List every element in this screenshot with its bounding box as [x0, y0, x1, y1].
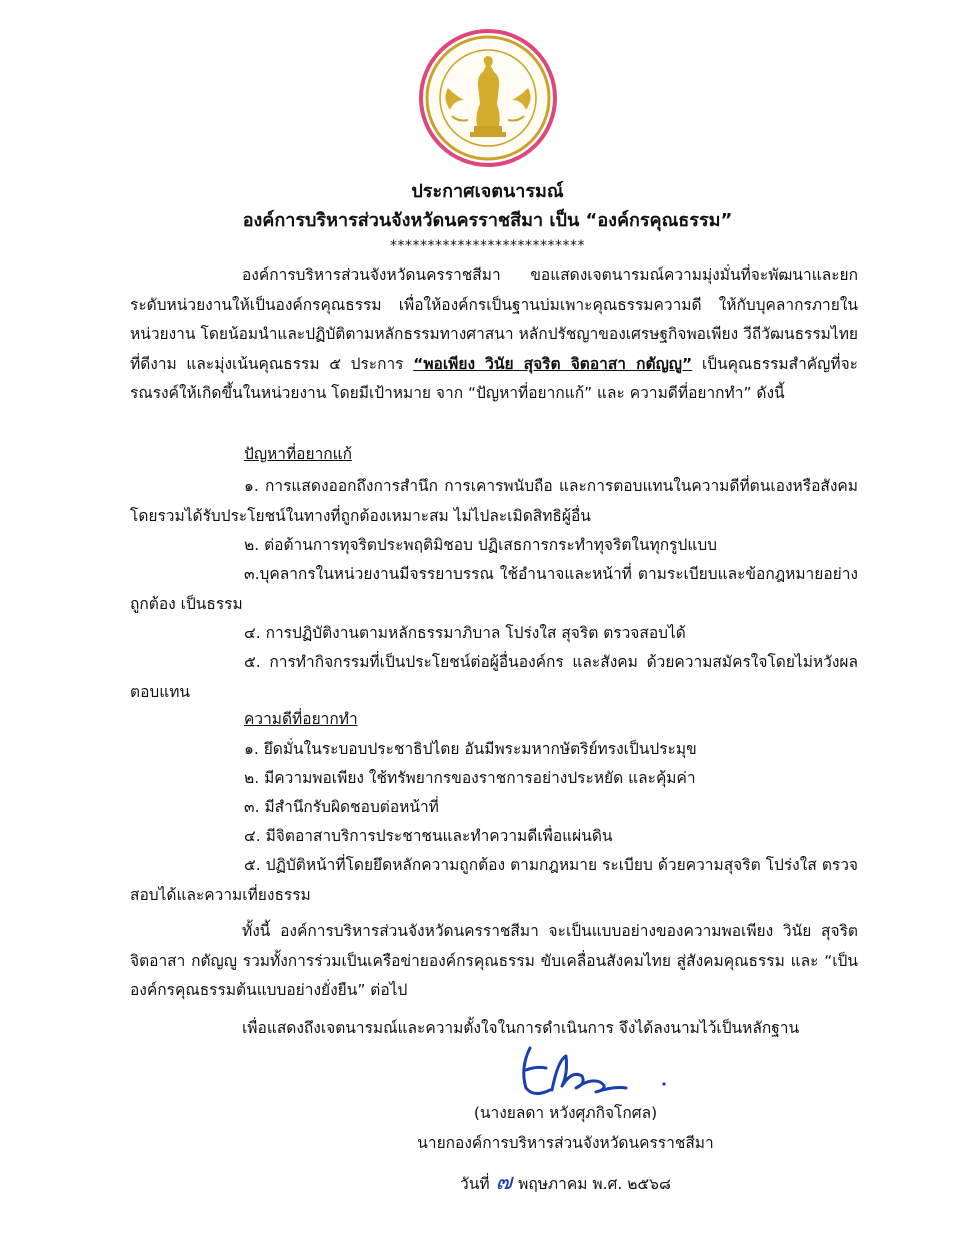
title-separator: ************************** — [390, 238, 585, 254]
date-day-handwritten: ๗ — [495, 1170, 513, 1195]
virtue-item-3: ๓. มีสำนึกรับผิดชอบต่อหน้าที่ — [244, 798, 439, 816]
organization-seal — [418, 28, 558, 168]
signatory-name: (นางยลดา หวังศุภกิจโกศล) — [473, 1104, 658, 1122]
virtue-item-2: ๒. มีความพอเพียง ใช้ทรัพยากรของราชการอย่างประหยัด และคุ้มค่า — [244, 769, 696, 787]
announcement-title: ประกาศเจตนารมณ์ — [411, 181, 564, 202]
problem-item-5: ๕. การทำกิจกรรมที่เป็นประโยชน์ต่อผู้อื่นองค์กร และสังคม ด้วยความสมัครใจโดยไม่หวังผลตอบแทน — [130, 653, 858, 701]
problem-item-4: ๔. การปฏิบัติงานตามหลักธรรมาภิบาล โปร่งใส สุจริต ตรวจสอบได้ — [244, 624, 686, 642]
problem-item-1: ๑. การแสดงออกถึงการสำนึก การเคารพนับถือ และการตอบแทนในความดีที่ตนเองหรือสังคมโดยรวมได้รับประโยชน์ในทางที่ถูกต้องเหมาะสม ไม่ไปละเมิดสิทธิผู้อื่น — [130, 477, 858, 525]
intro-text-after: เป็นคุณธรรมสำคัญที่จะรณรงค์ให้เกิดขึ้นในหน่วยงาน โดยมีเป้าหมาย จาก “ปัญหาที่อยากแก้” และ ความดีที่อยากทำ” ดังนี้ — [130, 354, 859, 402]
problems-heading: ปัญหาที่อยากแก้ — [244, 445, 353, 463]
signing-statement: เพื่อแสดงถึงเจตนารมณ์และความตั้งใจในการดำเนินการ จึงได้ลงนามไว้เป็นหลักฐาน — [242, 1019, 800, 1037]
virtue-item-5: ๕. ปฏิบัติหน้าที่โดยยึดหลักความถูกต้อง ตามกฎหมาย ระเบียบ ด้วยความสุจริต โปร่งใส ตรวจสอบได้และความเที่ยงธรรม — [130, 856, 858, 904]
date-prefix: วันที่ — [460, 1175, 490, 1193]
intro-paragraph — [130, 261, 858, 409]
announcement-subtitle: องค์การบริหารส่วนจังหวัดนครราชสีมา เป็น “องค์กรคุณธรรม” — [242, 210, 733, 231]
signatory-position: นายกองค์การบริหารส่วนจังหวัดนครราชสีมา — [417, 1134, 714, 1152]
five-virtues-highlight: “พอเพียง วินัย สุจริต จิตอาสา กตัญญู” — [413, 354, 693, 373]
intro-text-before: องค์การบริหารส่วนจังหวัดนครราชสีมา ขอแสดงเจตนารมณ์ความมุ่งมั่นที่จะพัฒนาและยกระดับหน่วยงานให้เป็นองค์กรคุณธรรม เพื่อให้องค์กรเป็นฐานบ่มเพาะคุณธรรมความดี ให้กับบุคลากรภายในหน่วยงาน โดยน้อมนำและปฏิบัติตามหลักธรรมทางศาสนา หลักปรัชญาของเศรษฐกิจพอเพียง วีถีวัฒนธรรมไทยที่ดีงาม และมุ่งเน้นคุณธรรม ๕ ประการ — [130, 266, 858, 373]
closing-paragraph: ทั้งนี้ องค์การบริหารส่วนจังหวัดนครราชสีมา จะเป็นแบบอย่างของความพอเพียง วินัย สุจริต จิตอาสา กตัญญู รวมทั้งการร่วมเป็นเครือข่ายองค์กรคุณธรรม ขับเคลื่อนสังคมไทย สู่สังคมคุณธรรม และ “เป็นองค์กรคุณธรรมต้นแบบอย่างยั่งยืน” ต่อไป — [130, 922, 858, 999]
problem-item-3: ๓.บุคลากรในหน่วยงานมีจรรยาบรรณ ใช้อำนาจและหน้าที่ ตามระเบียบและข้อกฎหมายอย่างถูกต้อง เป็นธรรม — [130, 565, 858, 613]
virtues-heading: ความดีที่อยากทำ — [244, 710, 358, 728]
signing-date — [78, 1164, 975, 1199]
virtue-item-4: ๔. มีจิตอาสาบริการประชาชนและทำความดีเพื่อแผ่นดิน — [244, 827, 613, 845]
date-month-year: พฤษภาคม พ.ศ. ๒๕๖๘ — [518, 1175, 671, 1193]
problem-item-2: ๒. ต่อต้านการทุจริตประพฤติมิชอบ ปฏิเสธการกระทำทุจริตในทุกรูปแบบ — [244, 536, 718, 554]
virtue-item-1: ๑. ยึดมั่นในระบอบประชาธิปไตย อันมีพระมหากษัตริย์ทรงเป็นประมุข — [244, 740, 697, 758]
